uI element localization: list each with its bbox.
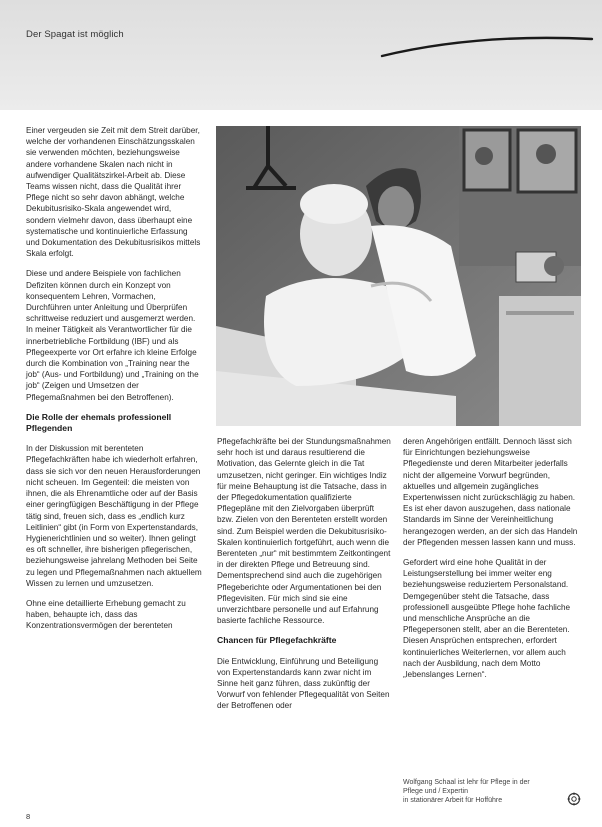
paragraph: Die Entwicklung, Einführung und Beteiligung von Expertenstandards kann zwar nicht im Sinne heit ganz führen, dass zukünftig der Vorwurf von fehlender Pflegequalität von Seiten der Betroffenen oder [217,656,390,711]
paragraph: Gefordert wird eine hohe Qualität in der Leistungserstellung bei immer weiter eng beziehungsweise reduziertem Personalstand. Demgegenüber steht die Tatsache, dass professionell ausgeübte Pflege hohe fachliche und menschliche Ansprüche an die Pflegepersonen stellt, aber an die Berenteten. Diesen Ansprüchen entsprechen, erfordert kontinuierliches Weiterlernen, vor allem auch nach der Ausbildung, nach dem Motto „lebenslanges Lernen“. [403,558,571,680]
paragraph: deren Angehörigen entfällt. Dennoch lässt sich für Einrichtungen beziehungsweise Pflegedienste und deren Mitarbeiter jederfalls nicht der allgemeine Vorwurf begründen, aktuelles und allgemein zugängliches Expertenwissen nicht zurückschlägig zu haben. Es ist eher davon auszugehen, dass nationale Standards im Sinne der Vereinheitlichung herangezogen werden, an der sich das Handeln der Pflegenden messen lassen kann und muss. [403,437,578,547]
paragraph: Diese und andere Beispiele von fachlichen Defiziten können durch ein Konzept von konsequentem Lehren, Vormachen, Durchführen unter Anleitung und Überprüfen schrittweise reduziert und ausgemerzt werden. In meiner Tätigkeit als Verantwortlicher für die innerbetriebliche Fortbildung (IBF) und als Pflegeexperte vor Ort erfahre ich kleine Erfolge durch die Kombination von „Training near the job“ (Aus- und Fortbildung) und „Training on the job“ (Zeigen und Umsetzen der Pflegemaßnahmen bei den Betroffenen). [26,269,199,402]
paragraph: Einer vergeuden sie Zeit mit dem Streit darüber, welche der vorhandenen Einschätzungsskalen sie verwenden möchten, beziehungsweise andere vorhandene Skalen nach nicht in aufwendiger Qualitätszirkel-Arbeit ab. Diese Teams wissen nicht, dass die Qualität ihrer Pflege nicht so sehr davon abhängt, welche Dekubitusrisiko-Skala angewendet wird, sondern vielmehr davon, dass überhaupt eine systematische und kontinuierliche Erfassung und Dokumentation des Dekubitusrisikos mittels Skala erfolgt. [26,126,201,259]
paragraph: Ohne eine detaillierte Erhebung gemacht zu haben, behaupte ich, dass das Konzentrationsvermögen der berenteten [26,598,186,631]
section-heading: Chancen für Pflegefachkräfte [217,635,337,646]
column-2 [217,436,391,721]
caption-line: Pflege und / Expertin [403,788,468,796]
paragraph: In der Diskussion mit berenteten Pflegefachkräften habe ich wiederholt erfahren, dass sie sich vor den neuen Herausforderungen nicht scheuen. Im Gegenteil: die meisten von ihnen, die als Ehrenamtliche oder auf der Basis einer geringfügigen Beschäftigung in der Pflege tätig sind, freuen sich, dass es „endlich kurz Leitlinien“ gibt (in Form von Expertenstandards, Hygienerichtlinien und so weiter). Ihnen gelingt es oft schneller, ihre bisherigen pflegerischen, beziehungsweise jahrelang Methoden bei Seite zu legen und Pflegemaßnahmen nach aktuellem Wissen zu lernen und umzusetzen. [26,444,202,588]
column-1 [26,125,202,641]
paragraph: Pflegefachkräfte bei der Stundungsmaßnahmen sehr hoch ist und daraus resultierend die Motivation, das Gelernte gleich in die Tat umzusetzen, nicht geringer. Ein wichtiges Indiz für meine Behauptung ist die Tatsache, dass in der Pflegedokumentation qualifizierte Pflegepläne mit den Zielvorgaben überprüft bzw. Zielen von den Berenteten erstellt worden sind. Zum Beispiel werden die Dekubitusrisiko-Skalen kontinuierlich fortgeführt, auch wenn die Berenteten „nur“ mit bestimmtem Zeitkontingent in der direkten Pflege und Betreuung sind. Dementsprechend sind auch die zugehörigen Pflegeberichte oder Argumentationen bei den Pflegevisiten. Für mich sind sie eine unverzichtbare personelle und auf Erfahrung basierte fachliche Ressource. [217,437,391,626]
photo-image [216,126,581,426]
section-title: Der Spagat ist möglich [26,29,124,40]
swoosh-decoration [380,36,595,58]
caption-line: in stationärer Arbeit für Hofführe [403,797,503,805]
page-number: 8 [26,812,31,821]
section-heading: Die Rolle der ehemals professionell Pflegenden [26,411,172,434]
column-3 [403,436,579,689]
caption-line: Wolfgang Schaal ist lehr für Pflege in der [403,779,530,786]
author-caption [403,778,563,806]
photo-caregiver-with-resident [216,126,581,426]
header-band [0,0,602,110]
circular-logo-icon [567,792,581,806]
